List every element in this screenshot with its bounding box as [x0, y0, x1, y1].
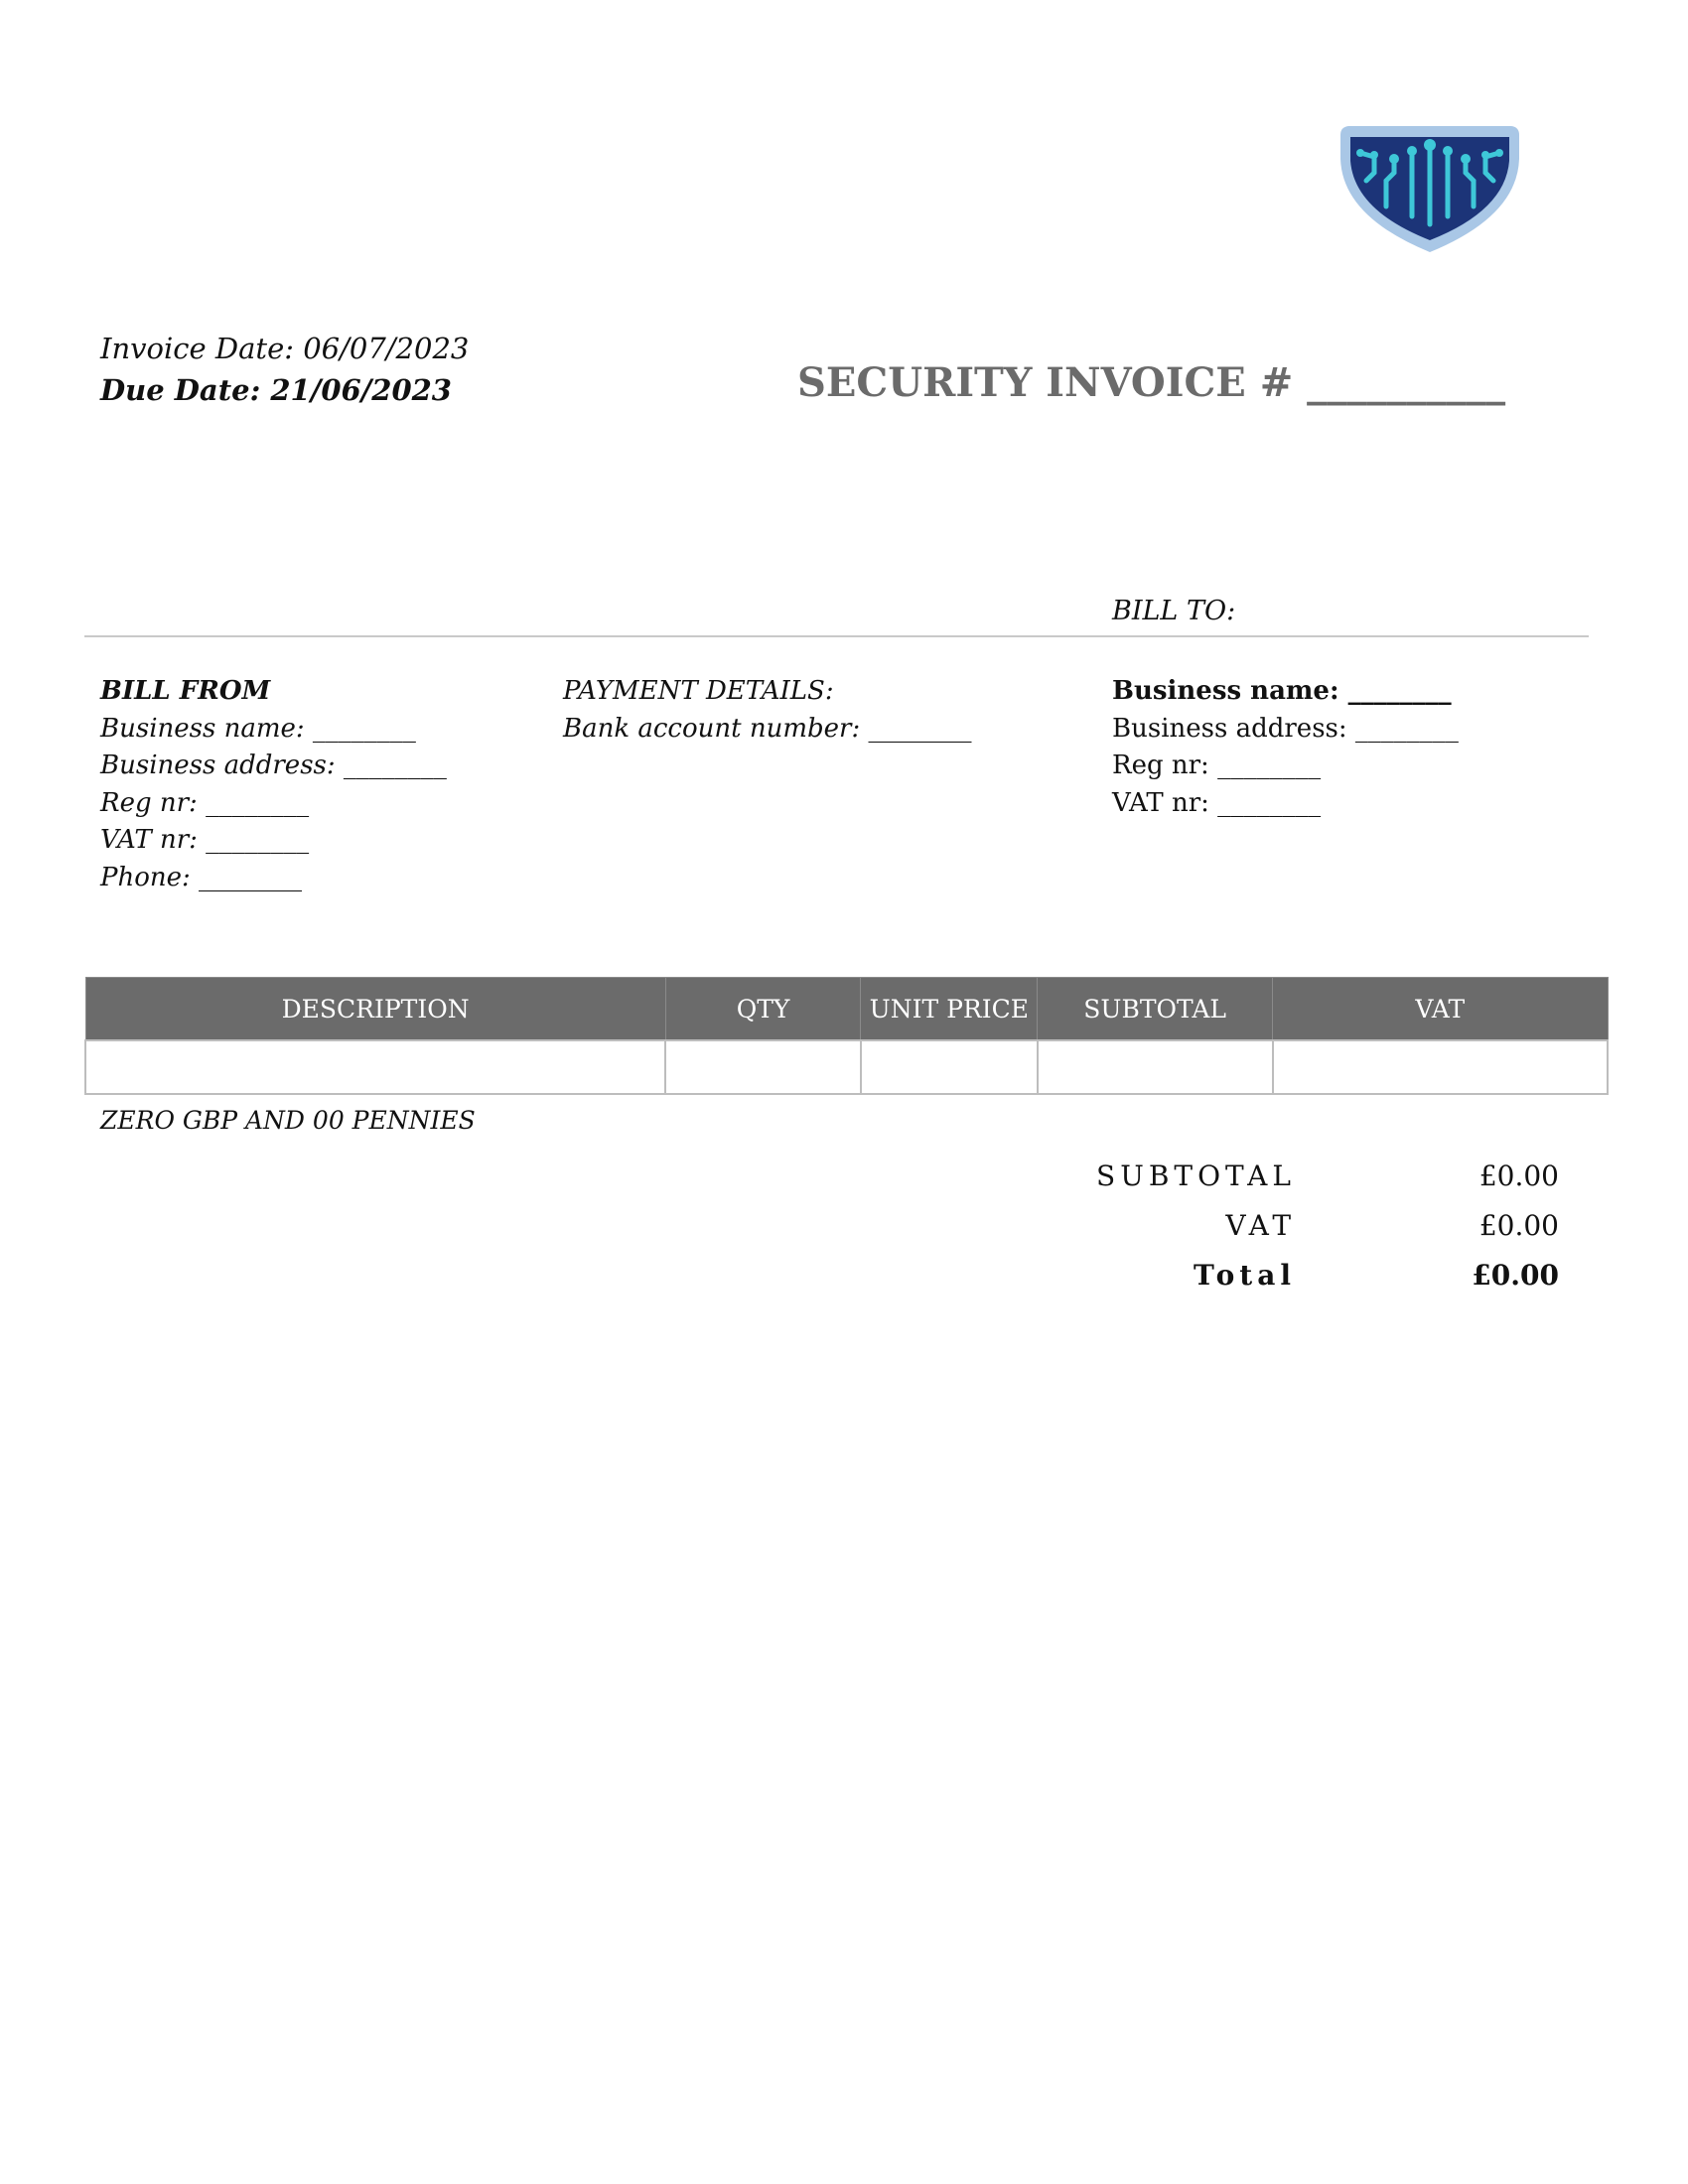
bill-from-reg-nr: Reg nr: ________: [100, 787, 310, 818]
line-items-table: [84, 977, 1609, 1095]
table-cell-subtotal: [1038, 1040, 1273, 1094]
invoice-date: Invoice Date: 06/07/2023: [100, 332, 470, 365]
payment-details-heading: PAYMENT DETAILS:: [563, 676, 834, 706]
table-cell-description: [85, 1040, 665, 1094]
table-row: [85, 1040, 1608, 1094]
bill-from-phone: Phone: ________: [100, 862, 303, 892]
due-date: Due Date: 21/06/2023: [100, 373, 452, 407]
bill-to-vat-nr: VAT nr: ________: [1112, 787, 1322, 818]
amount-in-words: ZERO GBP AND 00 PENNIES: [100, 1106, 476, 1135]
bill-to-business-address: Business address: ________: [1112, 713, 1459, 744]
vat-label: VAT: [1225, 1209, 1296, 1242]
column-header-unit-price: UNIT PRICE: [861, 978, 1038, 1041]
bank-account-number: Bank account number: ________: [563, 713, 972, 744]
column-header-qty: QTY: [665, 978, 861, 1041]
total-value: £0.00: [1472, 1259, 1559, 1292]
totals-section: [1033, 1160, 1569, 1308]
table-cell-vat: [1273, 1040, 1608, 1094]
invoice-title: SECURITY INVOICE # __________: [797, 359, 1506, 406]
invoice-dates: [100, 328, 469, 411]
company-logo: [1331, 117, 1529, 256]
subtotal-label: SUBTOTAL: [1096, 1160, 1296, 1192]
total-label: Total: [1193, 1259, 1296, 1292]
subtotal-value: £0.00: [1478, 1160, 1559, 1192]
table-cell-unit-price: [861, 1040, 1038, 1094]
bill-from-business-name: Business name: ________: [100, 713, 416, 744]
bill-to-reg-nr: Reg nr: ________: [1112, 751, 1322, 780]
bill-from-heading: BILL FROM: [100, 676, 271, 706]
vat-row: [1033, 1209, 1569, 1259]
column-header-vat: VAT: [1273, 978, 1608, 1041]
payment-details-section: [563, 673, 971, 748]
total-row: [1033, 1259, 1569, 1308]
shield-icon: [1331, 117, 1529, 256]
column-header-subtotal: SUBTOTAL: [1038, 978, 1273, 1041]
bill-from-vat-nr: VAT nr: ________: [100, 825, 310, 855]
subtotal-row: [1033, 1160, 1569, 1209]
table-header-row: [85, 978, 1608, 1041]
bill-from-section: [100, 673, 447, 896]
vat-value: £0.00: [1478, 1209, 1559, 1242]
divider: [84, 635, 1589, 637]
table-cell-qty: [665, 1040, 861, 1094]
bill-to-section: [1112, 673, 1459, 822]
bill-from-business-address: Business address: ________: [100, 751, 447, 780]
bill-to-heading: BILL TO:: [1112, 596, 1236, 626]
bill-to-business-name: Business name: ________: [1112, 676, 1452, 706]
column-header-description: DESCRIPTION: [85, 978, 665, 1041]
